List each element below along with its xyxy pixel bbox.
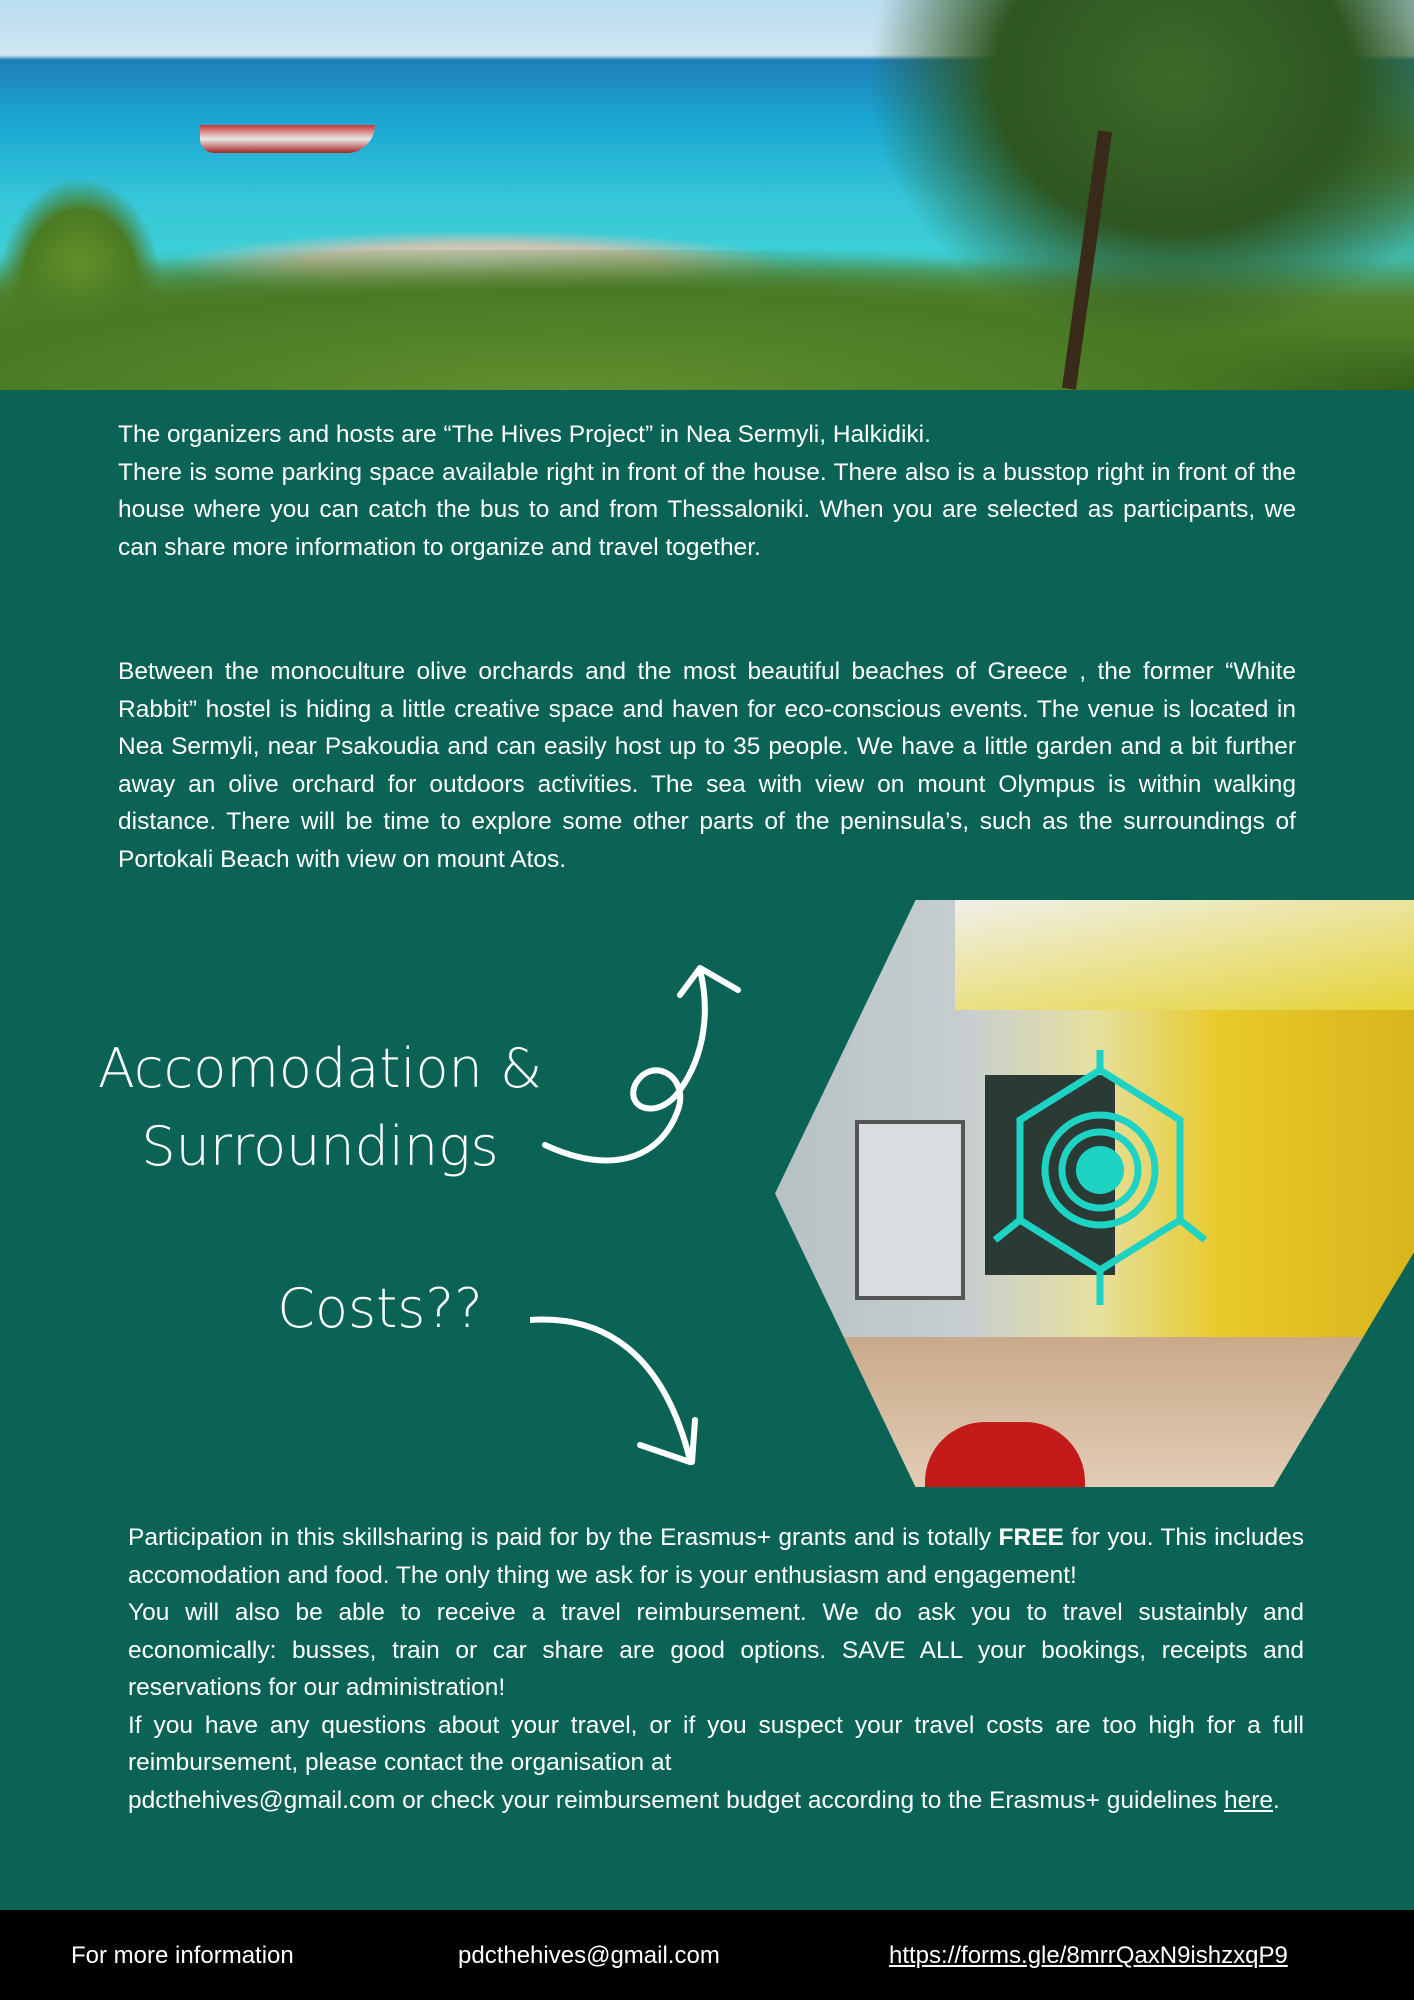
- costs-p4: pdcthehives@gmail.com or check your reimbursement budget according to the Erasmus+ guidelines here.: [128, 1786, 1280, 1814]
- white-rabbit-poster: [855, 1120, 965, 1300]
- costs-p3: If you have any questions about your travel, or if you suspect your travel costs are too high for a full reimbursement, please contact the organisation at: [128, 1711, 1304, 1776]
- footer-email[interactable]: pdcthehives@gmail.com: [458, 1942, 720, 1969]
- hero-beach-photo: [0, 0, 1414, 390]
- photo-pine-tree: [814, 0, 1414, 390]
- venue-hexagon-photo: [775, 900, 1414, 1487]
- intro-p1: The organizers and hosts are “The Hives Project” in Nea Sermyli, Halkidiki.: [118, 421, 931, 448]
- photo-boat: [200, 125, 375, 153]
- costs-p1: Participation in this skillsharing is paid for by the Erasmus+ grants and is totally FREE for you. This includes accomodation and food. The only thing we ask for is your enthusiasm and engagement!: [128, 1524, 1304, 1589]
- heading-line1: Accomodation &: [97, 1037, 543, 1100]
- costs-heading: Costs??: [277, 1277, 483, 1340]
- footer-form-link[interactable]: https://forms.gle/8mrrQaxN9ishzxqP9: [889, 1942, 1288, 1969]
- venue-p1: Between the monoculture olive orchards and the most beautiful beaches of Greece , the former “White Rabbit” hostel is hiding a little creative space and haven for eco-conscious events. The venue is located in Nea Sermyli, near Psakoudia and can easily host up to 35 people. We have a little garden and a bit further away an olive orchard for outdoors activities. The sea with view on mount Olympus is within walking distance. There will be time to explore some other parts of the peninsula’s, such as the surroundings of Portokali Beach with view on mount Atos.: [118, 658, 1296, 873]
- free-bold: FREE: [998, 1524, 1064, 1551]
- venue-text: [118, 653, 1296, 878]
- curved-arrow-down-icon: [530, 1320, 690, 1460]
- costs-p2: You will also be able to receive a travel reimbursement. We do ask you to travel sustainbly and economically: busses, train or car share are good options. SAVE ALL your bookings, receipts and reservations for our administration!: [128, 1599, 1304, 1701]
- costs-text: [128, 1519, 1304, 1819]
- hives-logo-icon: [990, 1050, 1210, 1310]
- intro-text: [118, 416, 1296, 566]
- accomodation-heading: [90, 1030, 550, 1186]
- heading-line2: Surroundings: [141, 1115, 499, 1178]
- photo-floor: [775, 1337, 1414, 1487]
- arrow-icons: [530, 960, 750, 1480]
- guidelines-link[interactable]: here: [1223, 1786, 1273, 1814]
- intro-p2: There is some parking space available right in front of the house. There also is a busstop right in front of the house where you can catch the bus to and from Thessaloniki. When you are selected as participants, we can share more information to organize and travel together.: [118, 458, 1296, 561]
- footer-label: For more information: [71, 1942, 294, 1969]
- curly-arrow-up-icon: [545, 970, 705, 1160]
- footer: [0, 1910, 1414, 2000]
- photo-ceiling: [955, 900, 1414, 1010]
